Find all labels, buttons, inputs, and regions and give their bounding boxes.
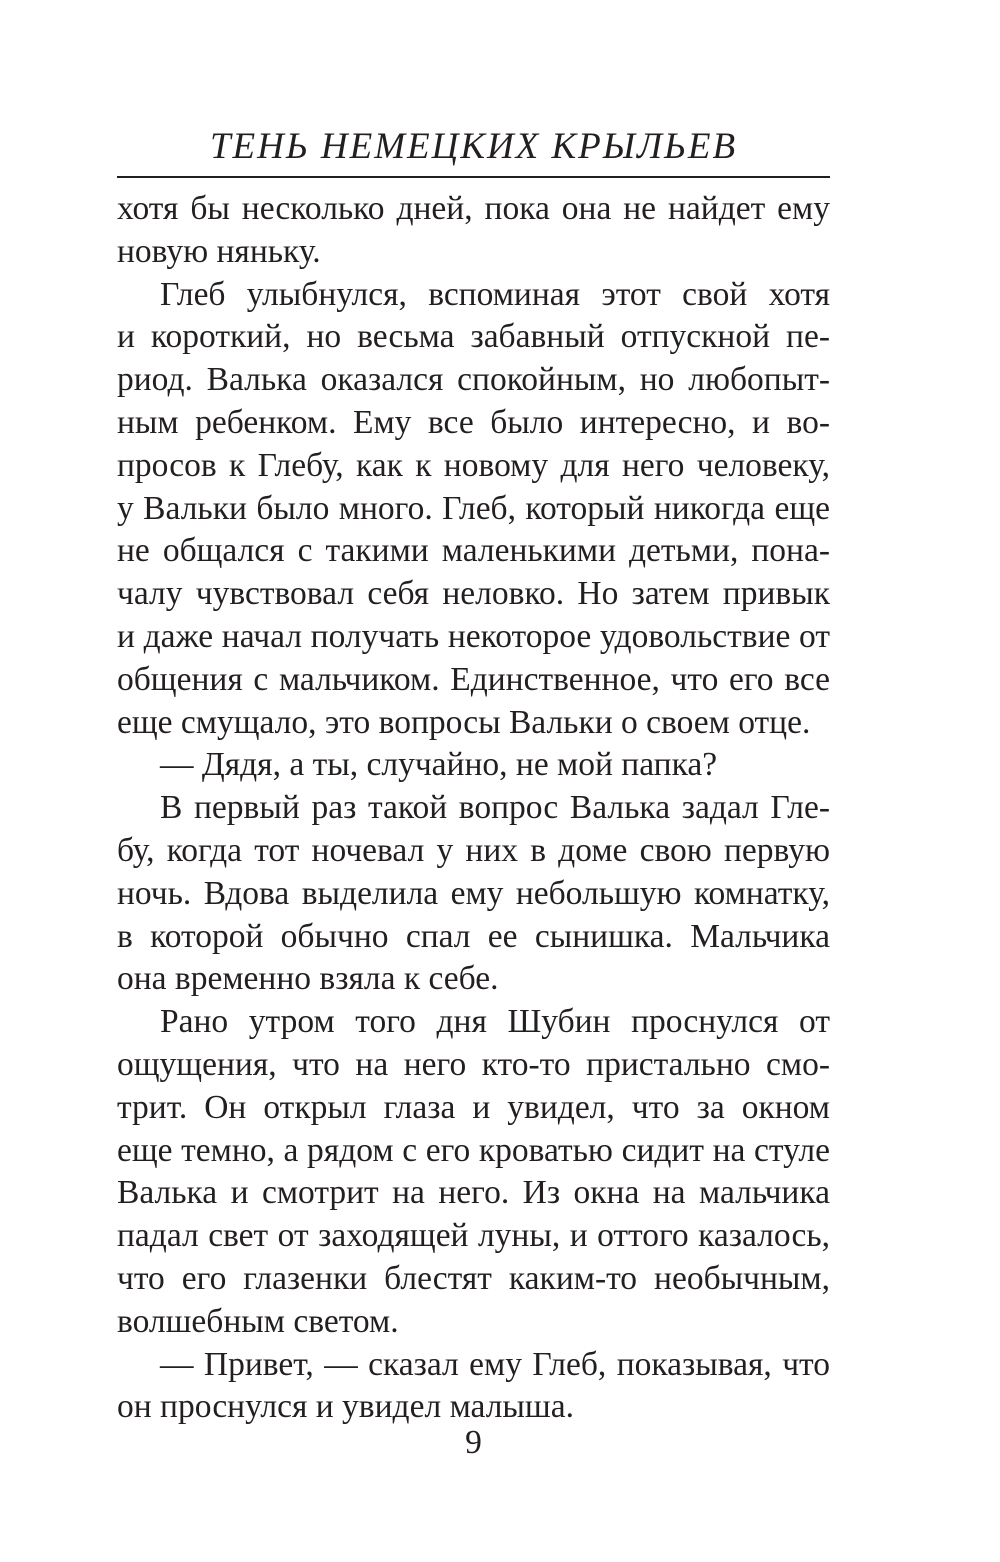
text-line: и даже начал получать некоторое удовольствие от: [117, 617, 830, 655]
text-line: падал свет от заходящей луны, и оттого казалось,: [117, 1217, 830, 1255]
text-line: он проснулся и увидел малыша.: [117, 1388, 574, 1426]
text-line: просов к Глебу, как к новому для него человеку,: [117, 446, 830, 484]
running-head: ТЕНЬ НЕМЕЦКИХ КРЫЛЬЕВ: [209, 126, 738, 167]
text-line: ночь. Вдова выделила ему небольшую комнатку,: [117, 874, 830, 912]
text-line: и короткий, но весьма забавный отпускной пе-: [117, 318, 830, 356]
text-line: не общался с такими маленькими детьми, пона-: [117, 532, 830, 570]
text-line: чалу чувствовал себя неловко. Но затем привык: [117, 575, 830, 613]
page-number: 9: [465, 1424, 482, 1461]
text-line: В первый раз такой вопрос Валька задал Гле-: [160, 789, 830, 827]
text-line: еще смущало, это вопросы Вальки о своем отце.: [117, 703, 811, 741]
text-line: Валька и смотрит на него. Из окна на мальчика: [117, 1174, 830, 1212]
text-line: риод. Валька оказался спокойным, но любопыт-: [117, 361, 830, 399]
text-line: ным ребенком. Ему все было интересно, и во-: [117, 403, 830, 441]
text-line: — Дядя, а ты, случайно, не мой папка?: [160, 746, 718, 784]
text-line: ощущения, что на него кто-то пристально смо-: [117, 1045, 830, 1083]
text-line: общения с мальчиком. Единственное, что его все: [117, 660, 830, 698]
text-line: — Привет, — сказал ему Глеб, показывая, что: [160, 1345, 830, 1383]
text-line: Глеб улыбнулся, вспоминая этот свой хотя: [160, 275, 830, 313]
header-rule: [117, 176, 830, 178]
text-line: волшебным светом.: [117, 1302, 399, 1340]
text-line: что его глазенки блестят каким-то необычным,: [117, 1259, 830, 1297]
text-line: бу, когда тот ночевал у них в доме свою первую: [117, 831, 830, 869]
text-line: трит. Он открыл глаза и увидел, что за окном: [117, 1088, 830, 1126]
text-line: Рано утром того дня Шубин проснулся от: [160, 1003, 830, 1041]
text-line: у Вальки было много. Глеб, который никогда еще: [117, 489, 830, 527]
text-line: она временно взяла к себе.: [117, 960, 499, 998]
text-line: хотя бы несколько дней, пока она не найдет ему: [117, 190, 830, 227]
text-line: новую няньку.: [117, 232, 321, 270]
text-line: в которой обычно спал ее сынишка. Мальчика: [117, 917, 830, 955]
body-text: [117, 188, 830, 1429]
text-line: еще темно, а рядом с его кроватью сидит на стуле: [117, 1131, 830, 1169]
